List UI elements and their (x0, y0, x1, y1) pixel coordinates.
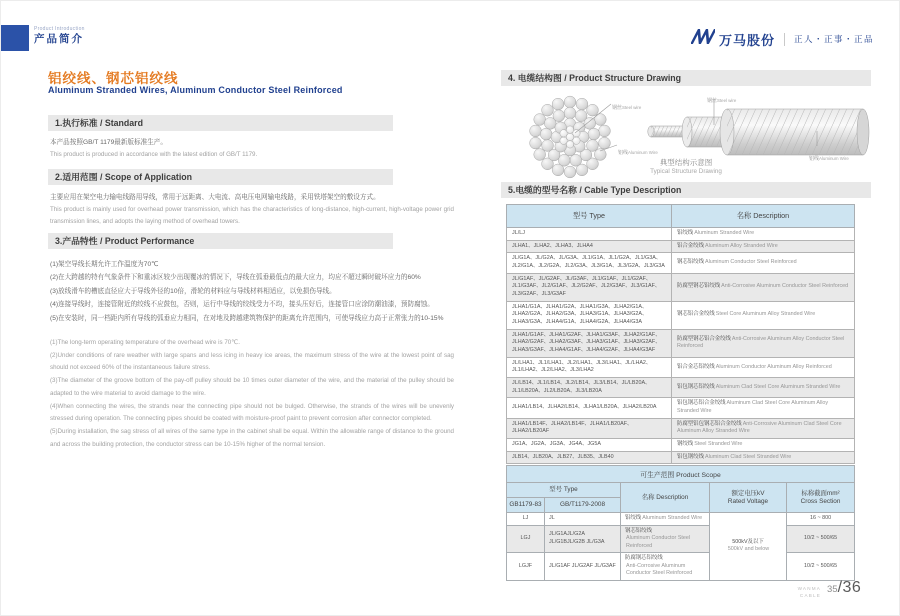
performance-item-en: (1)The long-term operating temperature of the overhead wire is 70℃. (50, 339, 240, 346)
product-scope-table (506, 465, 855, 581)
type-cell: JLHA1/LB14、JLHA2/LB14、JLHA1/LB20A、JLHA2/LB20A (507, 398, 672, 418)
scope-row (507, 553, 855, 581)
standard-body (50, 137, 454, 161)
type-cell: JLHA1、JLHA2、JLHA3、JLHA4 (507, 240, 672, 253)
scope-text-zh: 主要应用在架空电力输电线路用导线，常用于远距离、大电流、高电压电网输电线路，采用铁塔架空的敷设方式。 (50, 194, 380, 201)
type-cell: JL/G1AF、JL/G2AF、JL/G3AF、JL1/G1AF、JL1/G2AF、JL1/G3AF、JL2/G1AF、JL2/G2AF、JL2/G3AF、JL3/G1AF、JL3/G2AF、JL3/G3AF (507, 273, 672, 301)
eyebrow-zh-label: 产品简介 (34, 33, 84, 45)
cable-types-table (506, 204, 855, 464)
performance-item-en: (3)The diameter of the groove bottom of the pay-off pulley should be 10 times outer diameter of the wire, and the material of the pulley should be adapted to the wire material to avoid damage to the wire. (50, 377, 454, 397)
type-cell: JL/LHA1、JL1/LHA1、JL2/LHA1、JL3/LHA1、JL/LHA2、JL1/LHA2、JL2/LHA2、JL3/LHA2 (507, 357, 672, 377)
old-code-cell: LGJ (507, 525, 545, 553)
desc-cell: 防腐型铝包钢芯铝合金绞线Anti-Corrosive Aluminum Clad Steel Core Aluminum Alloy Stranded Wire (672, 418, 855, 438)
performance-item-zh: (3)放线滑车的槽底直径应大于导线外径的10倍，滑轮的材料应与导线材料相适应，以免损伤导线。 (50, 287, 336, 295)
corner-accent-block (1, 25, 29, 51)
desc-cell: 防腐钢芯铝绞线 Anti-Corrosive Aluminum Conductor Steel Reinforced (621, 553, 710, 581)
type-cell: JL/LJ (507, 228, 672, 241)
section-heading-types: 5.电缆的型号名称 / Cable Type Description (501, 182, 871, 198)
table-row (507, 398, 855, 418)
desc-cell: 防腐型钢芯铝绞线Anti-Corrosive Aluminum Conductor Steel Reinforced (672, 273, 855, 301)
table-row (507, 439, 855, 452)
old-code-cell: LGJF (507, 553, 545, 581)
structure-caption-zh: 典型结构示意图 (659, 158, 713, 167)
structure-caption (501, 159, 871, 175)
desc-cell: 铝合金芯铝绞线Aluminum Conductor Aluminum Alloy Reinforced (672, 357, 855, 377)
performance-item-en: (4)When connecting the wires, the strands near the connecting pipe should not be bulged. Otherwise, the strands of the wires will be unevenly stressed during operation. The connecting pipes should be coated with moisture-proof paint to prevent corrosion after connector completed. (50, 402, 454, 423)
scope-row (507, 513, 855, 526)
scope-header-type: 型号 Type (507, 483, 621, 498)
scope-header-new-standard: GB/T1179-2008 (545, 498, 621, 513)
section-heading-scope: 2.适用范围 / Scope of Application (48, 169, 393, 185)
desc-cell: 铝合金绞线Aluminum Alloy Stranded Wire (672, 240, 855, 253)
section-heading-performance: 3.产品特性 / Product Performance (48, 233, 393, 249)
table-row (507, 301, 855, 329)
table-row (507, 451, 855, 464)
new-code-cell: JL (545, 513, 621, 526)
voltage-cell: 500kV及以下 500kV and below (710, 513, 787, 581)
brand-slogan: 正人・正事・正品 (793, 34, 874, 44)
brand-lockup (691, 30, 874, 48)
new-code-cell: JL/G1AJL/G2A JL/G1BJL/G2B JL/G3A (545, 525, 621, 553)
table-row (507, 273, 855, 301)
page-eyebrow (34, 27, 85, 45)
table-row (507, 253, 855, 273)
performance-item-en: (5)During installation, the sag stress of all wires of the same type in the cabinet shall be equal. Within the allowable range of distance to the ground and across the building protection, the conductor stress can be 10-15% higher of the normal tension. (50, 427, 454, 448)
eyebrow-en-label: Product Introduction (34, 26, 85, 32)
brand-name: 万马股份 (718, 32, 775, 48)
desc-cell: 钢芯铝合金绞线Steel Core Aluminum Alloy Stranded Wire (672, 301, 855, 329)
performance-item-en: (2)Under conditions of rare weather with large spans and less icing in heavy ice areas, the maximum stress of the wire at the lowest point of sag should not exceed 60% of the instantaneous failure stress. (50, 351, 454, 372)
desc-cell: 钢绞线Steel Stranded Wire (672, 439, 855, 452)
standard-text-zh: 本产品按照GB/T 1179最新版标准生产。 (50, 139, 167, 146)
type-cell: JLB14、JLB20A、JLB27、JLB35、JLB40 (507, 451, 672, 464)
product-title-zh: 铝绞线、钢芯铝绞线 (48, 71, 179, 86)
desc-cell: 铝包钢芯铝绞线Aluminum Clad Steel Core Aluminum Stranded Wire (672, 378, 855, 398)
types-header-row (507, 205, 855, 228)
scope-caption-row (507, 466, 855, 483)
desc-cell: 铝包钢芯铝合金绞线Aluminum Clad Steel Core Aluminum Alloy Stranded Wire (672, 398, 855, 418)
desc-cell: 钢芯铝绞线Aluminum Conductor Steel Reinforced (672, 253, 855, 273)
scope-header-cross-section: 标称截面mm² Cross Section (787, 483, 855, 513)
wanma-logo-icon (691, 29, 715, 49)
desc-cell: 铝包钢绞线Aluminum Clad Steel Stranded Wire (672, 451, 855, 464)
label-steel-cross: 钢丝Steel wire (612, 105, 642, 111)
desc-cell: 钢芯铝绞线 Aluminum Conductor Steel Reinforced (621, 525, 710, 553)
types-header-type: 型号 Type (507, 205, 672, 228)
performance-item-zh: (4)连接导线时，连接管附近的绞线不应鼓包，否则，运行中导线的绞线受力不均，接头压好后，连接管口应涂防潮油漆，预防腐蚀。 (50, 301, 434, 309)
table-row (507, 418, 855, 438)
scope-header-row-1 (507, 483, 855, 498)
type-cell: JLHA1/G1AF、JLHA1/G2AF、JLHA1/G3AF、JLHA2/G1AF、JLHA2/G2AF、JLHA2/G3AF、JLHA3/G1AF、JLHA3/G2AF、JLHA3/G3AF、JLHA4/G1AF、JLHA4/G2AF、JLHA4/G3AF (507, 329, 672, 357)
desc-cell: 防腐型钢芯铝合金绞线Anti-Corrosive Aluminum Alloy Conductor Steel Reinforced (672, 329, 855, 357)
performance-list-en (50, 337, 454, 451)
type-cell: JLHA1/LB14F、JLHA2/LB14F、JLHA1/LB20AF、JLHA2/LB20AF (507, 418, 672, 438)
scope-header-old-standard: GB1179-83 (507, 498, 545, 513)
new-code-cell: JL/G1AF JL/G2AF JL/G3AF (545, 553, 621, 581)
label-aluminum-3d: 铝线Aluminum Wire (809, 156, 849, 162)
type-cell: JL/G1A、JL/G2A、JL/G3A、JL1/G1A、JL1/G2A、JL1/G3A、JL2/G1A、JL2/G2A、JL2/G3A、JL3/G1A、JL3/G2A、JL3/G3A (507, 253, 672, 273)
page-number: 35 /36 (827, 579, 862, 596)
table-row (507, 378, 855, 398)
label-steel-3d: 钢丝Steel wire (707, 98, 737, 104)
cross-section-cell: 10/2 ~ 500/65 (787, 525, 855, 553)
scope-header-desc: 名称 Description (621, 483, 710, 513)
type-cell: JLHA1/G1A、JLHA1/G2A、JLHA1/G3A、JLHA2/G1A、JLHA2/G2A、JLHA2/G3A、JLHA3/G1A、JLHA3/G2A、JLHA3/G3A、JLHA4/G1A、JLHA4/G2A、JLHA4/G3A (507, 301, 672, 329)
standard-text-en: This product is produced in accordance with the latest edition of GB/T 1179. (50, 151, 258, 158)
label-aluminum-cross: 铝线Aluminum Wire (618, 150, 658, 156)
scope-header-voltage: 额定电压kV Rated Voltage (710, 483, 787, 513)
cross-section-cell: 16 ~ 800 (787, 513, 855, 526)
performance-item-zh: (2)在大跨越的特有气象条件下和重冰区较少出现覆冰的情况下，导线在弧垂最低点的最大应力，均应不超过瞬时破坏应力的60% (50, 274, 421, 282)
performance-list-zh (50, 258, 452, 325)
scope-text-en: This product is mainly used for overhead power transmission, which has the characteristics of long-distance, high-current, high-voltage power grid transmission lines, and adopts the laying method of overhead towers. (50, 206, 454, 225)
table-row (507, 329, 855, 357)
structure-caption-en: Typical Structure Drawing (650, 167, 722, 175)
product-title-en: Aluminum Stranded Wires, Aluminum Conductor Steel Reinforced (48, 85, 343, 95)
desc-cell: 铝绞线Aluminum Stranded Wire (672, 228, 855, 241)
scope-caption: 可生产范围 Product Scope (507, 466, 855, 483)
performance-item-zh: (5)在安装时，同一档距内所有导线的弧垂应力相同，在对地及跨越建筑物保护的距离允许范围内，可使导线应力高于正常张力的10-15% (50, 314, 444, 322)
performance-item-zh: (1)架空导线长期允许工作温度为70℃ (50, 261, 159, 268)
table-row (507, 240, 855, 253)
footer-brand: WANMA CABLE (797, 586, 821, 598)
section-heading-standard: 1.执行标准 / Standard (48, 115, 393, 131)
brand-divider (784, 33, 785, 46)
section-heading-structure: 4. 电缆结构图 / Product Structure Drawing (501, 70, 871, 86)
types-header-desc: 名称 Description (672, 205, 855, 228)
scope-body (50, 192, 454, 228)
type-cell: JL/LB14、JL1/LB14、JL2/LB14、JL3/LB14、JL/LB20A、JL1/LB20A、JL2/LB20A、JL3/LB20A (507, 378, 672, 398)
scope-row (507, 525, 855, 553)
old-code-cell: LJ (507, 513, 545, 526)
table-row (507, 228, 855, 241)
desc-cell: 铝绞线Aluminum Stranded Wire (621, 513, 710, 526)
type-cell: JG1A、JG2A、JG3A、JG4A、JG5A (507, 439, 672, 452)
cross-section-cell: 10/2 ~ 500/65 (787, 553, 855, 581)
table-row (507, 357, 855, 377)
